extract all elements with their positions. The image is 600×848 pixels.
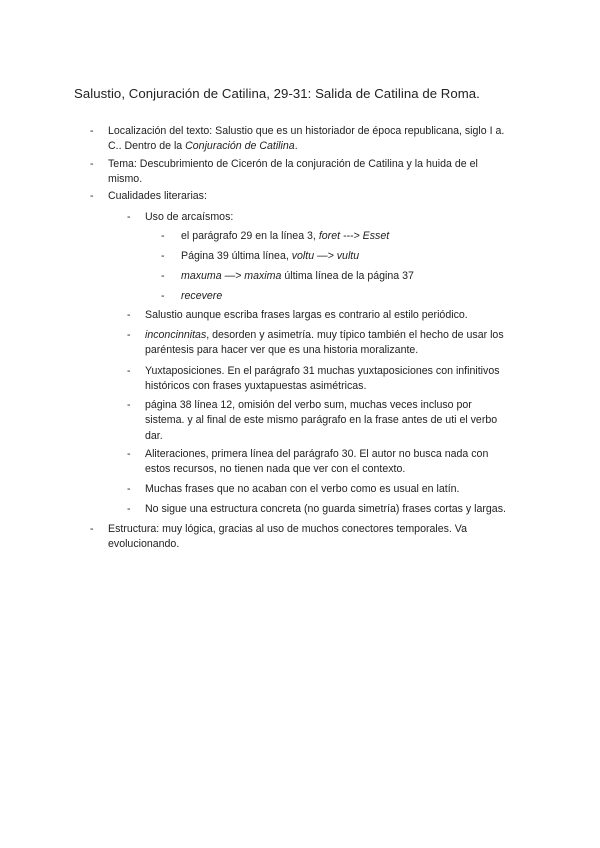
bullet-dash: - [127, 211, 131, 223]
bullet-dash: - [127, 399, 131, 411]
item-text: Salustio aunque escriba frases largas es contrario al estilo periódico. [145, 309, 468, 321]
item-text-italic: recevere [181, 290, 223, 302]
list-item-yuxtaposiciones [127, 364, 540, 395]
item-text: sistema. y al final de este mismo parágrafo en la frase antes de uti el verbo [145, 414, 498, 427]
item-text: mismo. [108, 173, 143, 186]
bullet-dash: - [127, 483, 131, 495]
item-text-italic: inconcinnitas [145, 329, 207, 341]
item-text: Uso de arcaísmos: [145, 211, 234, 223]
bullet-dash: - [127, 503, 131, 515]
bullet-dash: - [127, 365, 131, 377]
item-text: No sigue una estructura concreta (no guarda simetría) frases cortas y largas. [145, 503, 506, 515]
list-item-aliteraciones [127, 447, 540, 478]
list-item-cualidades [90, 189, 538, 204]
item-text: Yuxtaposiciones. En el parágrafo 31 muchas yuxtaposiciones con infinitivos [145, 365, 500, 377]
list-item-inconcinnitas [127, 328, 540, 359]
list-item-maxuma [161, 269, 541, 284]
item-text: Estructura: muy lógica, gracias al uso de muchos conectores temporales. Va [108, 523, 467, 535]
list-item-tema [90, 157, 538, 188]
list-item-voltu [161, 249, 541, 264]
document-title: Salustio, Conjuración de Catilina, 29-31: Salida de Catilina de Roma. [74, 86, 480, 101]
item-text: evolucionando. [108, 538, 180, 551]
list-item-localizacion [90, 124, 538, 155]
item-text: Aliteraciones, primera línea del parágrafo 30. El autor no busca nada con [145, 448, 489, 460]
item-text: Cualidades literarias: [108, 190, 207, 202]
bullet-dash: - [90, 125, 94, 137]
item-text: estos recursos, no tienen nada que ver con el contexto. [145, 463, 406, 476]
list-item-estructura [90, 522, 538, 553]
list-item-frases-largas [127, 308, 540, 323]
bullet-dash: - [161, 250, 165, 262]
bullet-dash: - [127, 309, 131, 321]
item-text-italic: maxuma —> maxima [181, 270, 282, 282]
item-text: Página 39 última línea, [181, 250, 292, 262]
bullet-dash: - [127, 329, 131, 341]
item-text: C.. Dentro de la [108, 140, 186, 153]
bullet-dash: - [161, 230, 165, 242]
bullet-dash: - [161, 270, 165, 282]
list-item-arcaismos [127, 210, 545, 225]
work-title: Conjuración de Catilina [185, 140, 295, 153]
item-text: última línea de la página 37 [281, 270, 414, 282]
bullet-dash: - [127, 448, 131, 460]
item-text: página 38 línea 12, omisión del verbo sum, muchas veces incluso por [145, 399, 472, 411]
item-text: Muchas frases que no acaban con el verbo como es usual en latín. [145, 483, 460, 495]
item-text: el parágrafo 29 en la línea 3, [181, 230, 319, 242]
bullet-dash: - [90, 190, 94, 202]
list-item-verbo-final [127, 482, 540, 497]
list-item-recevere [161, 289, 541, 304]
bullet-dash: - [90, 523, 94, 535]
item-text: . [294, 140, 298, 153]
bullet-dash: - [90, 158, 94, 170]
list-item-foret [161, 229, 541, 244]
item-text: dar. [145, 429, 163, 442]
item-text: Localización del texto: Salustio que es un historiador de época republicana, siglo I a. [108, 125, 505, 137]
bullet-dash: - [161, 290, 165, 302]
item-text: históricos con frases yuxtapuestas asimétricas. [145, 380, 367, 393]
item-text-italic: foret ---> Esset [318, 230, 390, 242]
item-text-italic: voltu —> vultu [291, 250, 360, 262]
list-item-omision-sum [127, 398, 540, 444]
item-text: Tema: Descubrimiento de Cicerón de la conjuración de Catilina y la huida de el [108, 158, 478, 170]
item-text: paréntesis para hacer ver que es una historia moralizante. [145, 344, 419, 357]
item-text: , desorden y asimetría. muy típico también el hecho de usar los [206, 329, 504, 341]
list-item-estructura-concreta [127, 502, 555, 517]
